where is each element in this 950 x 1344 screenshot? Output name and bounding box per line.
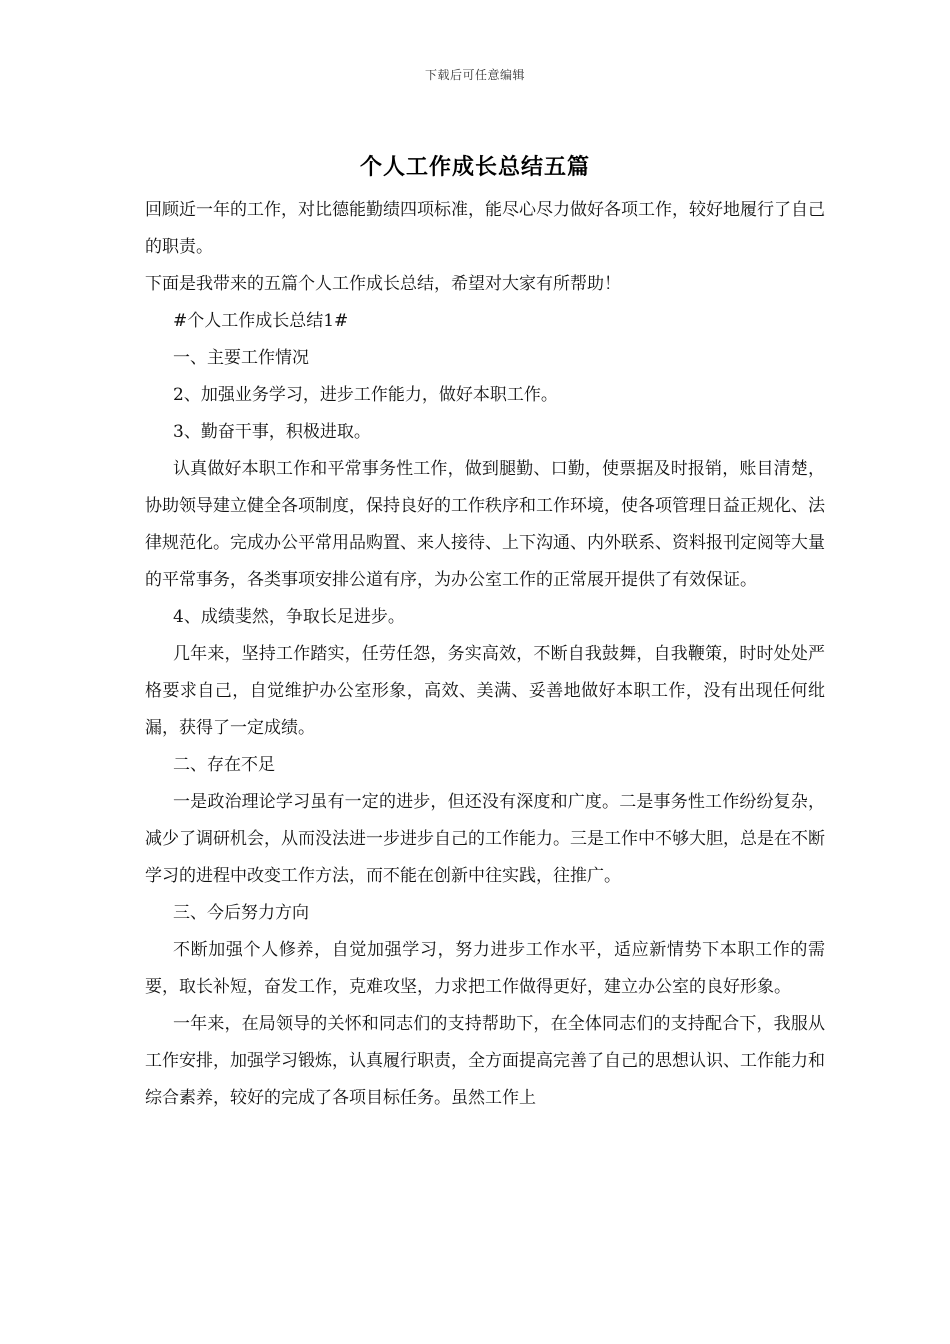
paragraph-shortcomings: 一是政治理论学习虽有一定的进步，但还没有深度和广度。二是事务性工作纷纷复杂，减少了调研机会，从而没法进一步进步自己的工作能力。三是工作中不够大胆，总是在不断学习的进程中改变工作方法，而不能在创新中往实践，往推广。 — [145, 792, 825, 886]
header-note: 下载后可任意编辑 — [424, 68, 525, 82]
subheading-main-work: 一、主要工作情况 — [173, 348, 309, 368]
paragraph-daily-work: 认真做好本职工作和平常事务性工作，做到腿勤、口勤，使票据及时报销，账目清楚，协助领导建立健全各项制度，保持良好的工作秩序和工作环境，使各项管理日益正规化、法律规范化。完成办公平常用品购置、来人接待、上下沟通、内外联系、资料报刊定阅等大量的平常事务，各类事项安排公道有序，为办公室工作的正常展开提供了有效保证。 — [145, 459, 825, 590]
section-heading-1: #个人工作成长总结1# — [173, 311, 349, 331]
paragraph-year-review: 一年来，在局领导的关怀和同志们的支持帮助下，在全体同志们的支持配合下，我服从工作安排，加强学习锻炼，认真履行职责，全方面提高完善了自己的思想认识、工作能力和综合素养，较好的完成了各项目标任务。虽然工作上 — [145, 1014, 825, 1108]
document-body — [145, 192, 825, 1117]
subheading-future-direction: 三、今后努力方向 — [173, 903, 309, 923]
paragraph-achievements: 几年来，坚持工作踏实，任劳任怨，务实高效，不断自我鼓舞，自我鞭策，时时处处严格要求自己，自觉维护办公室形象，高效、美满、妥善地做好本职工作，没有出现任何纰漏，获得了一定成绩。 — [145, 644, 825, 738]
list-item-3: 3、勤奋干事，积极进取。 — [173, 422, 371, 442]
paragraph-lead: 下面是我带来的五篇个人工作成长总结，希望对大家有所帮助！ — [145, 274, 621, 294]
paragraph-future-direction: 不断加强个人修养，自觉加强学习，努力进步工作水平，适应新情势下本职工作的需要，取长补短，奋发工作，克难攻坚，力求把工作做得更好，建立办公室的良好形象。 — [145, 940, 825, 997]
list-item-2: 2、加强业务学习，进步工作能力，做好本职工作。 — [173, 385, 558, 405]
paragraph-intro: 回顾近一年的工作，对比德能勤绩四项标准，能尽心尽力做好各项工作，较好地履行了自己的职责。 — [145, 200, 825, 257]
list-item-4: 4、成绩斐然，争取长足进步。 — [173, 607, 405, 627]
subheading-shortcomings: 二、存在不足 — [173, 755, 275, 775]
document-title: 个人工作成长总结五篇 — [359, 154, 590, 180]
